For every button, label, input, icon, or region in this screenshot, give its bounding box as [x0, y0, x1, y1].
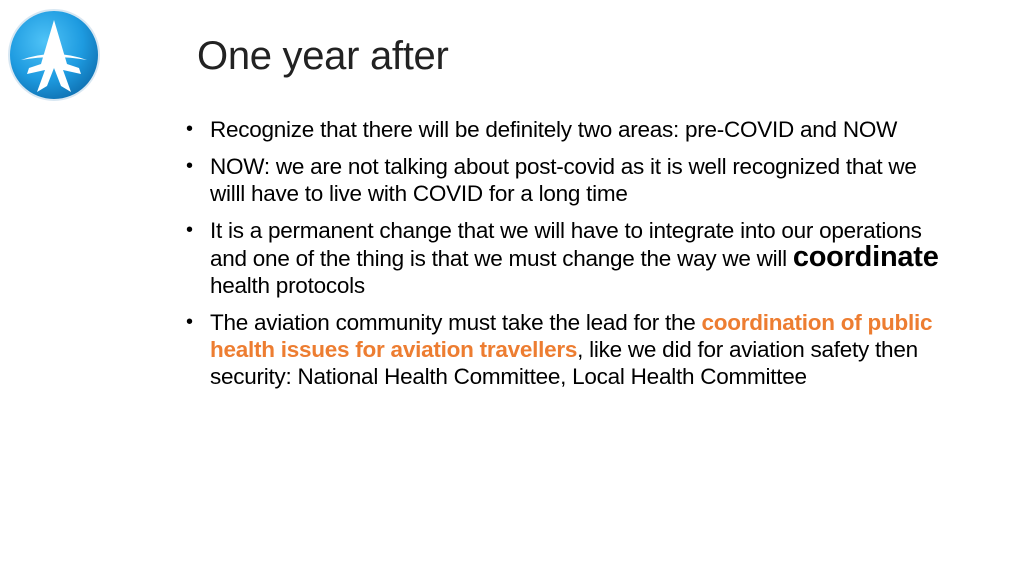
bullet-text: , like we did for aviation safety then security: National Health Committee, Local Health Committee — [210, 337, 918, 389]
slide-title: One year after — [197, 34, 449, 78]
bullet-list — [186, 116, 946, 400]
bullet-text: It is a permanent change that we will have to integrate into our operations and one of the thing is that we must change the way we will — [210, 218, 922, 271]
bullet-dot: • — [186, 118, 193, 140]
bullet-text: health protocols — [210, 273, 365, 298]
bullet-text: The aviation community must take the lead for the — [210, 310, 702, 335]
bullet-item — [186, 309, 946, 390]
bullet-text: NOW: we are not talking about post-covid as it is well recognized that we willl have to live with COVID for a long time — [210, 154, 917, 206]
bullet-text: Recognize that there will be definitely two areas: pre-COVID and NOW — [210, 117, 898, 142]
bullet-dot: • — [186, 219, 193, 241]
organization-logo-icon — [7, 8, 101, 102]
bullet-item — [186, 153, 946, 207]
bullet-item — [186, 217, 946, 299]
bullet-dot: • — [186, 155, 193, 177]
bullet-dot: • — [186, 311, 193, 333]
bullet-highlight: coordination of public health issues for aviation travellers — [210, 310, 933, 362]
bullet-emphasis: coordinate — [792, 241, 939, 273]
bullet-item — [186, 116, 946, 143]
